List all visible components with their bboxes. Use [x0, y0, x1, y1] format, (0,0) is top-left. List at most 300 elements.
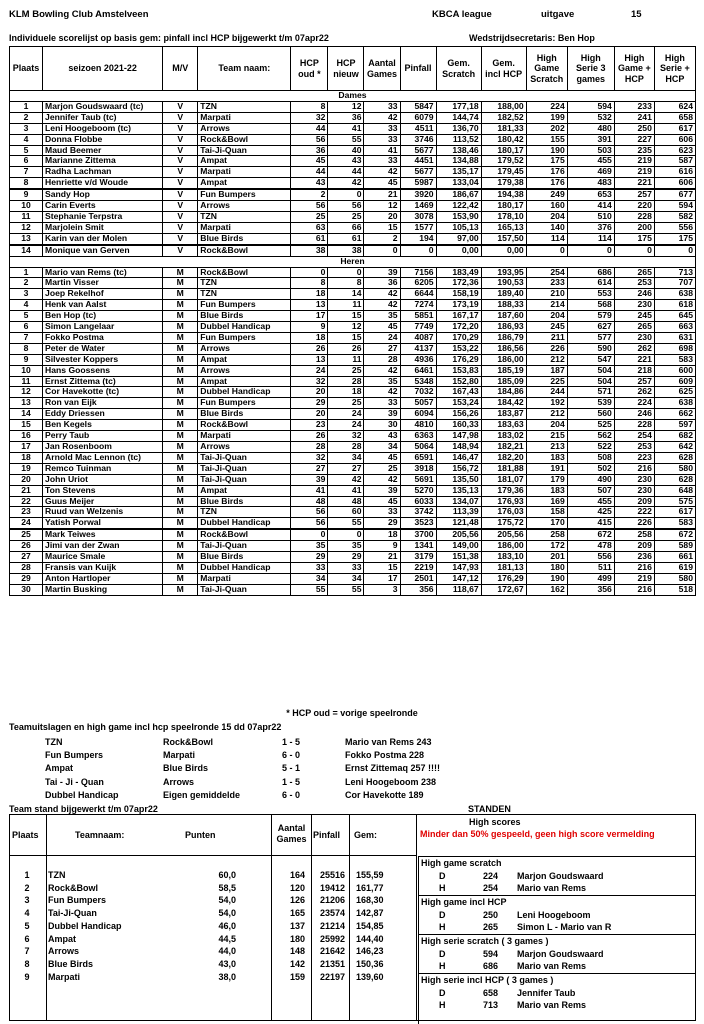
table-cell: 228: [614, 211, 654, 222]
table-cell: 5064: [400, 442, 436, 453]
standings-cell: 168,30: [356, 895, 384, 906]
result-cell: Tai - Ji - Quan: [45, 776, 104, 787]
table-cell: 478: [567, 541, 614, 552]
table-cell: TZN: [198, 211, 291, 222]
table-cell: 556: [567, 552, 614, 563]
table-cell: 56: [291, 201, 328, 212]
standings-cell: 8: [24, 958, 30, 969]
table-cell: 205,56: [481, 529, 526, 540]
table-row: [10, 156, 696, 167]
table-cell: 9: [10, 354, 43, 365]
table-cell: 41: [291, 485, 328, 496]
table-cell: 522: [567, 442, 614, 453]
table-cell: Maud Beemer: [43, 145, 163, 156]
table-cell: 184,86: [481, 387, 526, 398]
table-cell: 181,13: [481, 562, 526, 573]
table-cell: 146,47: [436, 452, 481, 463]
table-cell: 597: [654, 420, 695, 431]
table-cell: 5851: [400, 311, 436, 322]
table-cell: 3: [10, 123, 43, 134]
table-cell: Cor Havekotte (tc): [43, 387, 163, 398]
table-cell: Ampat: [198, 376, 291, 387]
table-cell: V: [163, 134, 198, 145]
table-cell: 250: [614, 123, 654, 134]
table-cell: 215: [526, 431, 567, 442]
table-row: [10, 289, 696, 300]
table-cell: Mark Teiwes: [43, 529, 163, 540]
table-cell: 3: [364, 584, 400, 595]
table-row: [10, 134, 696, 145]
table-cell: 60: [328, 507, 364, 518]
col-hcp-oud: HCP oud *: [291, 47, 328, 91]
table-cell: 525: [567, 420, 614, 431]
table-cell: 42: [364, 289, 400, 300]
table-cell: Ampat: [198, 485, 291, 496]
table-cell: 556: [654, 222, 695, 233]
table-cell: 18: [291, 332, 328, 343]
table-cell: John Uriot: [43, 474, 163, 485]
col-hg-scratch: High Game Scratch: [526, 47, 567, 91]
table-cell: 35: [291, 541, 328, 552]
standings-cell: Dubbel Handicap: [48, 920, 122, 931]
table-cell: 212: [526, 409, 567, 420]
table-cell: 9: [10, 189, 43, 200]
table-cell: 210: [526, 289, 567, 300]
table-cell: 638: [654, 398, 695, 409]
result-cell: Mario van Rems 243: [345, 737, 432, 747]
table-cell: 2501: [400, 573, 436, 584]
table-cell: 12: [364, 201, 400, 212]
table-cell: M: [163, 311, 198, 322]
table-cell: Ben Hop (tc): [43, 311, 163, 322]
table-cell: Blue Birds: [198, 311, 291, 322]
table-cell: 628: [654, 474, 695, 485]
table-cell: 176,29: [481, 573, 526, 584]
table-cell: 376: [567, 222, 614, 233]
table-cell: 29: [328, 552, 364, 563]
table-cell: 45: [291, 156, 328, 167]
table-cell: TZN: [198, 101, 291, 112]
table-cell: 583: [654, 518, 695, 529]
table-cell: 0: [328, 529, 364, 540]
table-cell: 6: [10, 156, 43, 167]
table-cell: 34: [364, 442, 400, 453]
table-cell: 214: [526, 300, 567, 311]
table-cell: 170: [526, 518, 567, 529]
table-cell: 19: [10, 463, 43, 474]
standings-cell: 150,36: [356, 958, 384, 969]
table-cell: 21: [10, 485, 43, 496]
table-cell: 118,67: [436, 584, 481, 595]
table-cell: 8: [10, 343, 43, 354]
table-row: [10, 101, 696, 112]
table-cell: 6: [10, 322, 43, 333]
result-cell: Fun Bumpers: [45, 750, 104, 761]
table-cell: 616: [654, 167, 695, 178]
table-cell: 455: [567, 156, 614, 167]
result-cell: Dubbel Handicap: [45, 789, 119, 800]
table-cell: 6033: [400, 496, 436, 507]
dames-section-label: Dames: [10, 91, 696, 102]
table-row: [10, 145, 696, 156]
highscore-name: Leni Hoogeboom: [517, 910, 591, 920]
table-cell: 147,98: [436, 431, 481, 442]
table-cell: 211: [526, 332, 567, 343]
standings-cell: 44,0: [218, 946, 236, 957]
table-cell: 190,53: [481, 278, 526, 289]
table-cell: 172,36: [436, 278, 481, 289]
table-cell: 172,20: [436, 322, 481, 333]
highscore-gender: D: [439, 910, 446, 920]
table-cell: 42: [364, 365, 400, 376]
table-cell: M: [163, 420, 198, 431]
table-cell: 1469: [400, 201, 436, 212]
table-cell: 0: [400, 245, 436, 256]
highscore-gender: H: [439, 961, 446, 971]
table-cell: 179,52: [481, 156, 526, 167]
table-cell: 415: [567, 518, 614, 529]
table-cell: 265: [614, 267, 654, 278]
table-cell: 12: [328, 101, 364, 112]
table-cell: 262: [614, 387, 654, 398]
table-cell: M: [163, 584, 198, 595]
table-cell: 183: [526, 452, 567, 463]
table-cell: 6094: [400, 409, 436, 420]
table-cell: Rock&Bowl: [198, 420, 291, 431]
table-cell: Tai-Ji-Quan: [198, 541, 291, 552]
table-cell: 20: [10, 474, 43, 485]
table-cell: M: [163, 343, 198, 354]
table-cell: 209: [614, 496, 654, 507]
table-row: [10, 518, 696, 529]
table-cell: 55: [291, 584, 328, 595]
col-plaats: Plaats: [10, 47, 43, 91]
table-cell: 185,09: [481, 376, 526, 387]
secretary: Wedstrijdsecretaris: Ben Hop: [469, 33, 595, 43]
table-cell: 134,07: [436, 496, 481, 507]
table-cell: 39: [291, 474, 328, 485]
club-name: KLM Bowling Club Amstelveen: [9, 9, 149, 20]
table-row: [10, 201, 696, 212]
table-cell: 4810: [400, 420, 436, 431]
highscore-value: 594: [483, 949, 499, 959]
table-cell: 23: [10, 507, 43, 518]
table-cell: 26: [291, 431, 328, 442]
table-cell: 189,40: [481, 289, 526, 300]
col-mv: M/V: [163, 47, 198, 91]
table-cell: M: [163, 452, 198, 463]
table-cell: 32: [291, 376, 328, 387]
heren-section-row: [10, 256, 696, 267]
table-cell: M: [163, 463, 198, 474]
standings-cell: 120: [289, 882, 305, 893]
heren-section-label: Heren: [10, 256, 696, 267]
table-cell: 24: [328, 420, 364, 431]
header-row: [10, 47, 696, 91]
table-cell: 20: [291, 387, 328, 398]
table-cell: 218: [614, 365, 654, 376]
table-cell: 66: [328, 222, 364, 233]
table-cell: 15: [364, 222, 400, 233]
table-cell: 677: [654, 189, 695, 200]
table-row: [10, 278, 696, 289]
table-cell: 257: [614, 189, 654, 200]
standings-cell: 21214: [319, 920, 345, 931]
table-cell: 26: [328, 343, 364, 354]
table-cell: Fun Bumpers: [198, 332, 291, 343]
table-cell: 5057: [400, 398, 436, 409]
table-row: [10, 322, 696, 333]
table-cell: Dubbel Handicap: [198, 562, 291, 573]
standings-cell: 148: [289, 946, 305, 957]
table-cell: 5348: [400, 376, 436, 387]
table-cell: 0: [364, 245, 400, 256]
table-cell: 14: [10, 409, 43, 420]
table-cell: Ron van Eijk: [43, 398, 163, 409]
table-row: [10, 409, 696, 420]
table-cell: 34: [291, 573, 328, 584]
result-cell: Arrows: [163, 776, 195, 787]
table-cell: 202: [526, 123, 567, 134]
table-cell: 235: [614, 145, 654, 156]
table-cell: 26: [291, 343, 328, 354]
table-cell: 216: [614, 562, 654, 573]
table-cell: 20: [291, 409, 328, 420]
edition-label: uitgave: [541, 9, 575, 20]
table-cell: 32: [328, 431, 364, 442]
league-name: KBCA league: [432, 9, 492, 20]
table-cell: M: [163, 496, 198, 507]
table-row: [10, 387, 696, 398]
table-cell: Tai-Ji-Quan: [198, 452, 291, 463]
table-cell: 5677: [400, 167, 436, 178]
standings-cell: 7: [24, 946, 30, 957]
table-row: [10, 485, 696, 496]
table-cell: Marianne Zittema: [43, 156, 163, 167]
table-row: [10, 474, 696, 485]
table-cell: 241: [614, 112, 654, 123]
col-gem-scratch: Gem. Scratch: [436, 47, 481, 91]
table-cell: 5: [10, 311, 43, 322]
table-cell: 24: [291, 365, 328, 376]
table-cell: 158: [526, 507, 567, 518]
table-cell: 219: [614, 573, 654, 584]
table-cell: 42: [328, 474, 364, 485]
table-cell: 11: [10, 211, 43, 222]
table-cell: 0,00: [436, 245, 481, 256]
highscore-value: 658: [483, 988, 499, 998]
standings-cell: 159: [289, 971, 305, 982]
standings-cell: 25992: [319, 933, 345, 944]
highscore-name: Mario van Rems: [517, 1000, 587, 1010]
table-cell: Blue Birds: [198, 496, 291, 507]
table-cell: Fun Bumpers: [198, 189, 291, 200]
table-cell: 26: [10, 541, 43, 552]
table-cell: 114: [567, 233, 614, 244]
result-cell: Fokko Postma 228: [345, 750, 425, 761]
table-cell: TZN: [198, 507, 291, 518]
table-cell: 22: [10, 496, 43, 507]
table-cell: 35: [364, 311, 400, 322]
table-cell: 508: [567, 452, 614, 463]
table-cell: Eddy Driessen: [43, 409, 163, 420]
table-cell: 155: [526, 134, 567, 145]
result-cell: Rock&Bowl: [163, 737, 214, 747]
table-cell: 15: [328, 332, 364, 343]
highscores-note: Minder dan 50% gespeeld, geen high score vermelding: [420, 829, 655, 839]
table-cell: 5691: [400, 474, 436, 485]
col-hg-hcp: High Game + HCP: [614, 47, 654, 91]
table-cell: 153,90: [436, 211, 481, 222]
result-cell: 1 - 5: [282, 776, 301, 787]
table-cell: Rock&Bowl: [198, 134, 291, 145]
table-cell: 194,38: [481, 189, 526, 200]
table-cell: 3920: [400, 189, 436, 200]
table-cell: Rock&Bowl: [198, 529, 291, 540]
standings-cell: 23574: [319, 908, 345, 919]
table-cell: 33: [364, 123, 400, 134]
table-cell: 27: [364, 343, 400, 354]
score-table-body: [10, 91, 696, 596]
table-cell: 183,10: [481, 552, 526, 563]
table-cell: 30: [10, 584, 43, 595]
table-cell: 226: [526, 343, 567, 354]
table-cell: 61: [328, 233, 364, 244]
standings-col-team: Teamnaam:: [75, 830, 125, 840]
highscore-gender: H: [439, 922, 446, 932]
table-cell: 15: [364, 562, 400, 573]
table-cell: 8: [291, 278, 328, 289]
standings-cell: 137: [289, 920, 305, 931]
table-cell: 499: [567, 573, 614, 584]
table-cell: 44: [328, 167, 364, 178]
table-cell: 209: [614, 541, 654, 552]
table-cell: 502: [567, 463, 614, 474]
table-cell: 391: [567, 134, 614, 145]
table-cell: 9: [291, 322, 328, 333]
table-cell: 265: [614, 322, 654, 333]
result-cell: Eigen gemiddelde: [163, 789, 241, 800]
table-cell: 25: [10, 529, 43, 540]
table-row: [10, 300, 696, 311]
table-cell: 0: [291, 267, 328, 278]
table-cell: 13: [10, 398, 43, 409]
standings-cell: 142,87: [356, 908, 384, 919]
table-cell: 580: [654, 463, 695, 474]
table-cell: 219: [614, 156, 654, 167]
table-cell: M: [163, 485, 198, 496]
table-cell: 153,83: [436, 365, 481, 376]
table-cell: 147,12: [436, 573, 481, 584]
table-cell: Ampat: [198, 156, 291, 167]
table-cell: Yatish Porwal: [43, 518, 163, 529]
table-cell: M: [163, 552, 198, 563]
table-row: [10, 112, 696, 123]
table-cell: 8: [328, 278, 364, 289]
table-row: [10, 189, 696, 200]
table-cell: 187: [526, 365, 567, 376]
table-cell: Ampat: [198, 354, 291, 365]
table-cell: 25: [328, 211, 364, 222]
table-cell: V: [163, 123, 198, 134]
standings-cell: 161,77: [356, 882, 384, 893]
table-cell: M: [163, 300, 198, 311]
table-cell: 185,19: [481, 365, 526, 376]
table-cell: Dubbel Handicap: [198, 518, 291, 529]
table-cell: 2: [10, 112, 43, 123]
table-cell: M: [163, 529, 198, 540]
table-cell: 56: [328, 201, 364, 212]
table-cell: 0: [654, 245, 695, 256]
table-cell: 503: [567, 145, 614, 156]
table-cell: 587: [654, 156, 695, 167]
table-cell: 3742: [400, 507, 436, 518]
table-cell: 230: [614, 485, 654, 496]
table-cell: 160: [526, 201, 567, 212]
standings-cell: 2: [24, 882, 30, 893]
table-cell: Ruud van Welzenis: [43, 507, 163, 518]
table-cell: 45: [364, 178, 400, 189]
table-cell: 55: [328, 584, 364, 595]
table-cell: 5677: [400, 145, 436, 156]
table-cell: 187,60: [481, 311, 526, 322]
table-row: [10, 178, 696, 189]
table-cell: 10: [10, 201, 43, 212]
table-cell: 181,07: [481, 474, 526, 485]
table-cell: 580: [654, 573, 695, 584]
table-cell: 32: [291, 112, 328, 123]
standings-cell: 58,5: [218, 882, 236, 893]
table-cell: 27: [328, 463, 364, 474]
dames-section-row: [10, 91, 696, 102]
table-cell: 510: [567, 211, 614, 222]
table-cell: 45: [364, 322, 400, 333]
table-cell: 216: [614, 584, 654, 595]
standings-cell: 165: [289, 908, 305, 919]
table-cell: 7032: [400, 387, 436, 398]
table-cell: Stephanie Terpstra: [43, 211, 163, 222]
table-cell: Rock&Bowl: [198, 245, 291, 256]
table-cell: 177,18: [436, 101, 481, 112]
standings-cell: Fun Bumpers: [48, 895, 107, 906]
table-cell: 246: [614, 409, 654, 420]
table-row: [10, 123, 696, 134]
table-cell: 0: [291, 529, 328, 540]
table-row: [10, 354, 696, 365]
table-cell: 183: [526, 485, 567, 496]
table-row: [10, 463, 696, 474]
table-cell: 133,04: [436, 178, 481, 189]
table-cell: 4511: [400, 123, 436, 134]
table-cell: 254: [526, 267, 567, 278]
table-cell: M: [163, 398, 198, 409]
table-cell: Blue Birds: [198, 233, 291, 244]
table-cell: 35: [364, 376, 400, 387]
table-cell: 39: [364, 267, 400, 278]
table-cell: 3700: [400, 529, 436, 540]
table-cell: 40: [328, 145, 364, 156]
table-cell: 172,67: [481, 584, 526, 595]
table-cell: 653: [567, 189, 614, 200]
table-row: [10, 365, 696, 376]
table-row: [10, 376, 696, 387]
table-cell: 222: [614, 507, 654, 518]
table-cell: 627: [567, 322, 614, 333]
table-cell: 221: [614, 354, 654, 365]
table-cell: Ernst Zittema (tc): [43, 376, 163, 387]
table-cell: 258: [614, 529, 654, 540]
table-cell: 34: [328, 452, 364, 463]
